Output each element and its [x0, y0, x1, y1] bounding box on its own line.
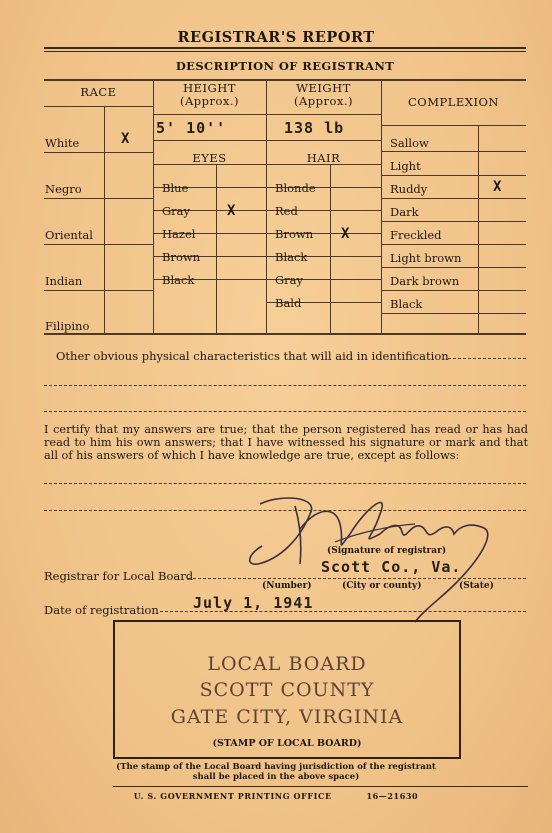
- number-label: (Number): [262, 581, 312, 591]
- complexion-sallow: Sallow: [390, 136, 429, 150]
- eyes-hazel: Hazel: [162, 227, 196, 241]
- signature-label: (Signature of registrar): [327, 546, 447, 556]
- title-rule: [44, 47, 526, 49]
- height-value: 5' 10'': [156, 119, 227, 137]
- eyes-header: EYES: [192, 151, 227, 165]
- complexion-dark: Dark: [390, 205, 419, 219]
- registrar-label: Registrar for Local Board: [44, 569, 194, 583]
- weight-header: WEIGHT (Approx.): [293, 81, 354, 108]
- complexion-freckled: Freckled: [390, 228, 442, 242]
- gpo-text: U. S. GOVERNMENT PRINTING OFFICE: [133, 791, 332, 801]
- footnote-line-1: (The stamp of the Local Board having jurisdiction of the registrant: [116, 762, 436, 772]
- weight-value: 138 lb: [284, 119, 345, 137]
- hair-bald: Bald: [275, 296, 302, 310]
- date-label: Date of registration: [44, 603, 159, 617]
- hair-brown: Brown: [275, 227, 314, 241]
- state-label: (State): [459, 581, 494, 591]
- hair-header: HAIR: [306, 151, 341, 165]
- complexion-ruddy: Ruddy: [390, 182, 428, 196]
- local-board-stamp: [113, 620, 461, 759]
- eyes-gray: Gray: [162, 204, 191, 218]
- stamp-line-3: GATE CITY, VIRGINIA: [170, 706, 404, 728]
- complexion-header: COMPLEXION: [408, 95, 499, 109]
- title-rule-thin: [44, 51, 526, 52]
- complexion-dark-brown: Dark brown: [390, 274, 460, 288]
- city-label: (City or county): [342, 581, 422, 591]
- other-characteristics-label: Other obvious physical characteristics that will aid in identification: [56, 349, 449, 363]
- race-indian: Indian: [45, 274, 83, 288]
- eyes-black: Black: [162, 273, 195, 287]
- stamp-label: (STAMP OF LOCAL BOARD): [212, 738, 362, 749]
- certification-text: I certify that my answers are true; that the person registered has read or has had read to him his own answers; that I have witnessed his signature or mark and that all of his answers of which I have knowledge are true, except as follows:: [44, 423, 528, 462]
- hair-blonde: Blonde: [275, 181, 316, 195]
- race-header: RACE: [80, 85, 117, 99]
- eyes-brown: Brown: [162, 250, 201, 264]
- race-white: White: [45, 136, 80, 150]
- hair-red: Red: [275, 204, 298, 218]
- stamp-line-2: SCOTT COUNTY: [199, 679, 375, 701]
- complexion-black: Black: [390, 297, 423, 311]
- date-value: July 1, 1941: [193, 594, 314, 612]
- description-title: DESCRIPTION OF REGISTRANT: [175, 59, 395, 73]
- form-title: REGISTRAR'S REPORT: [177, 29, 375, 46]
- eyes-blue: Blue: [162, 181, 189, 195]
- complexion-light: Light: [390, 159, 421, 173]
- form-number: 16—21630: [366, 791, 419, 801]
- description-table: [44, 79, 526, 333]
- complexion-mark: X: [493, 179, 502, 195]
- race-mark: X: [121, 131, 130, 147]
- race-negro: Negro: [45, 182, 82, 196]
- hair-black: Black: [275, 250, 308, 264]
- race-oriental: Oriental: [45, 228, 93, 242]
- registrar-value: Scott Co., Va.: [321, 558, 462, 576]
- hair-gray: Gray: [275, 273, 304, 287]
- race-filipino: Filipino: [45, 319, 90, 333]
- footnote-line-2: shall be placed in the above space): [192, 772, 360, 782]
- eyes-mark: X: [227, 203, 236, 219]
- printing-office-line: [0, 791, 552, 801]
- complexion-light-brown: Light brown: [390, 251, 462, 265]
- height-header: HEIGHT (Approx.): [179, 81, 240, 108]
- stamp-line-1: LOCAL BOARD: [207, 653, 367, 675]
- hair-mark: X: [341, 226, 350, 242]
